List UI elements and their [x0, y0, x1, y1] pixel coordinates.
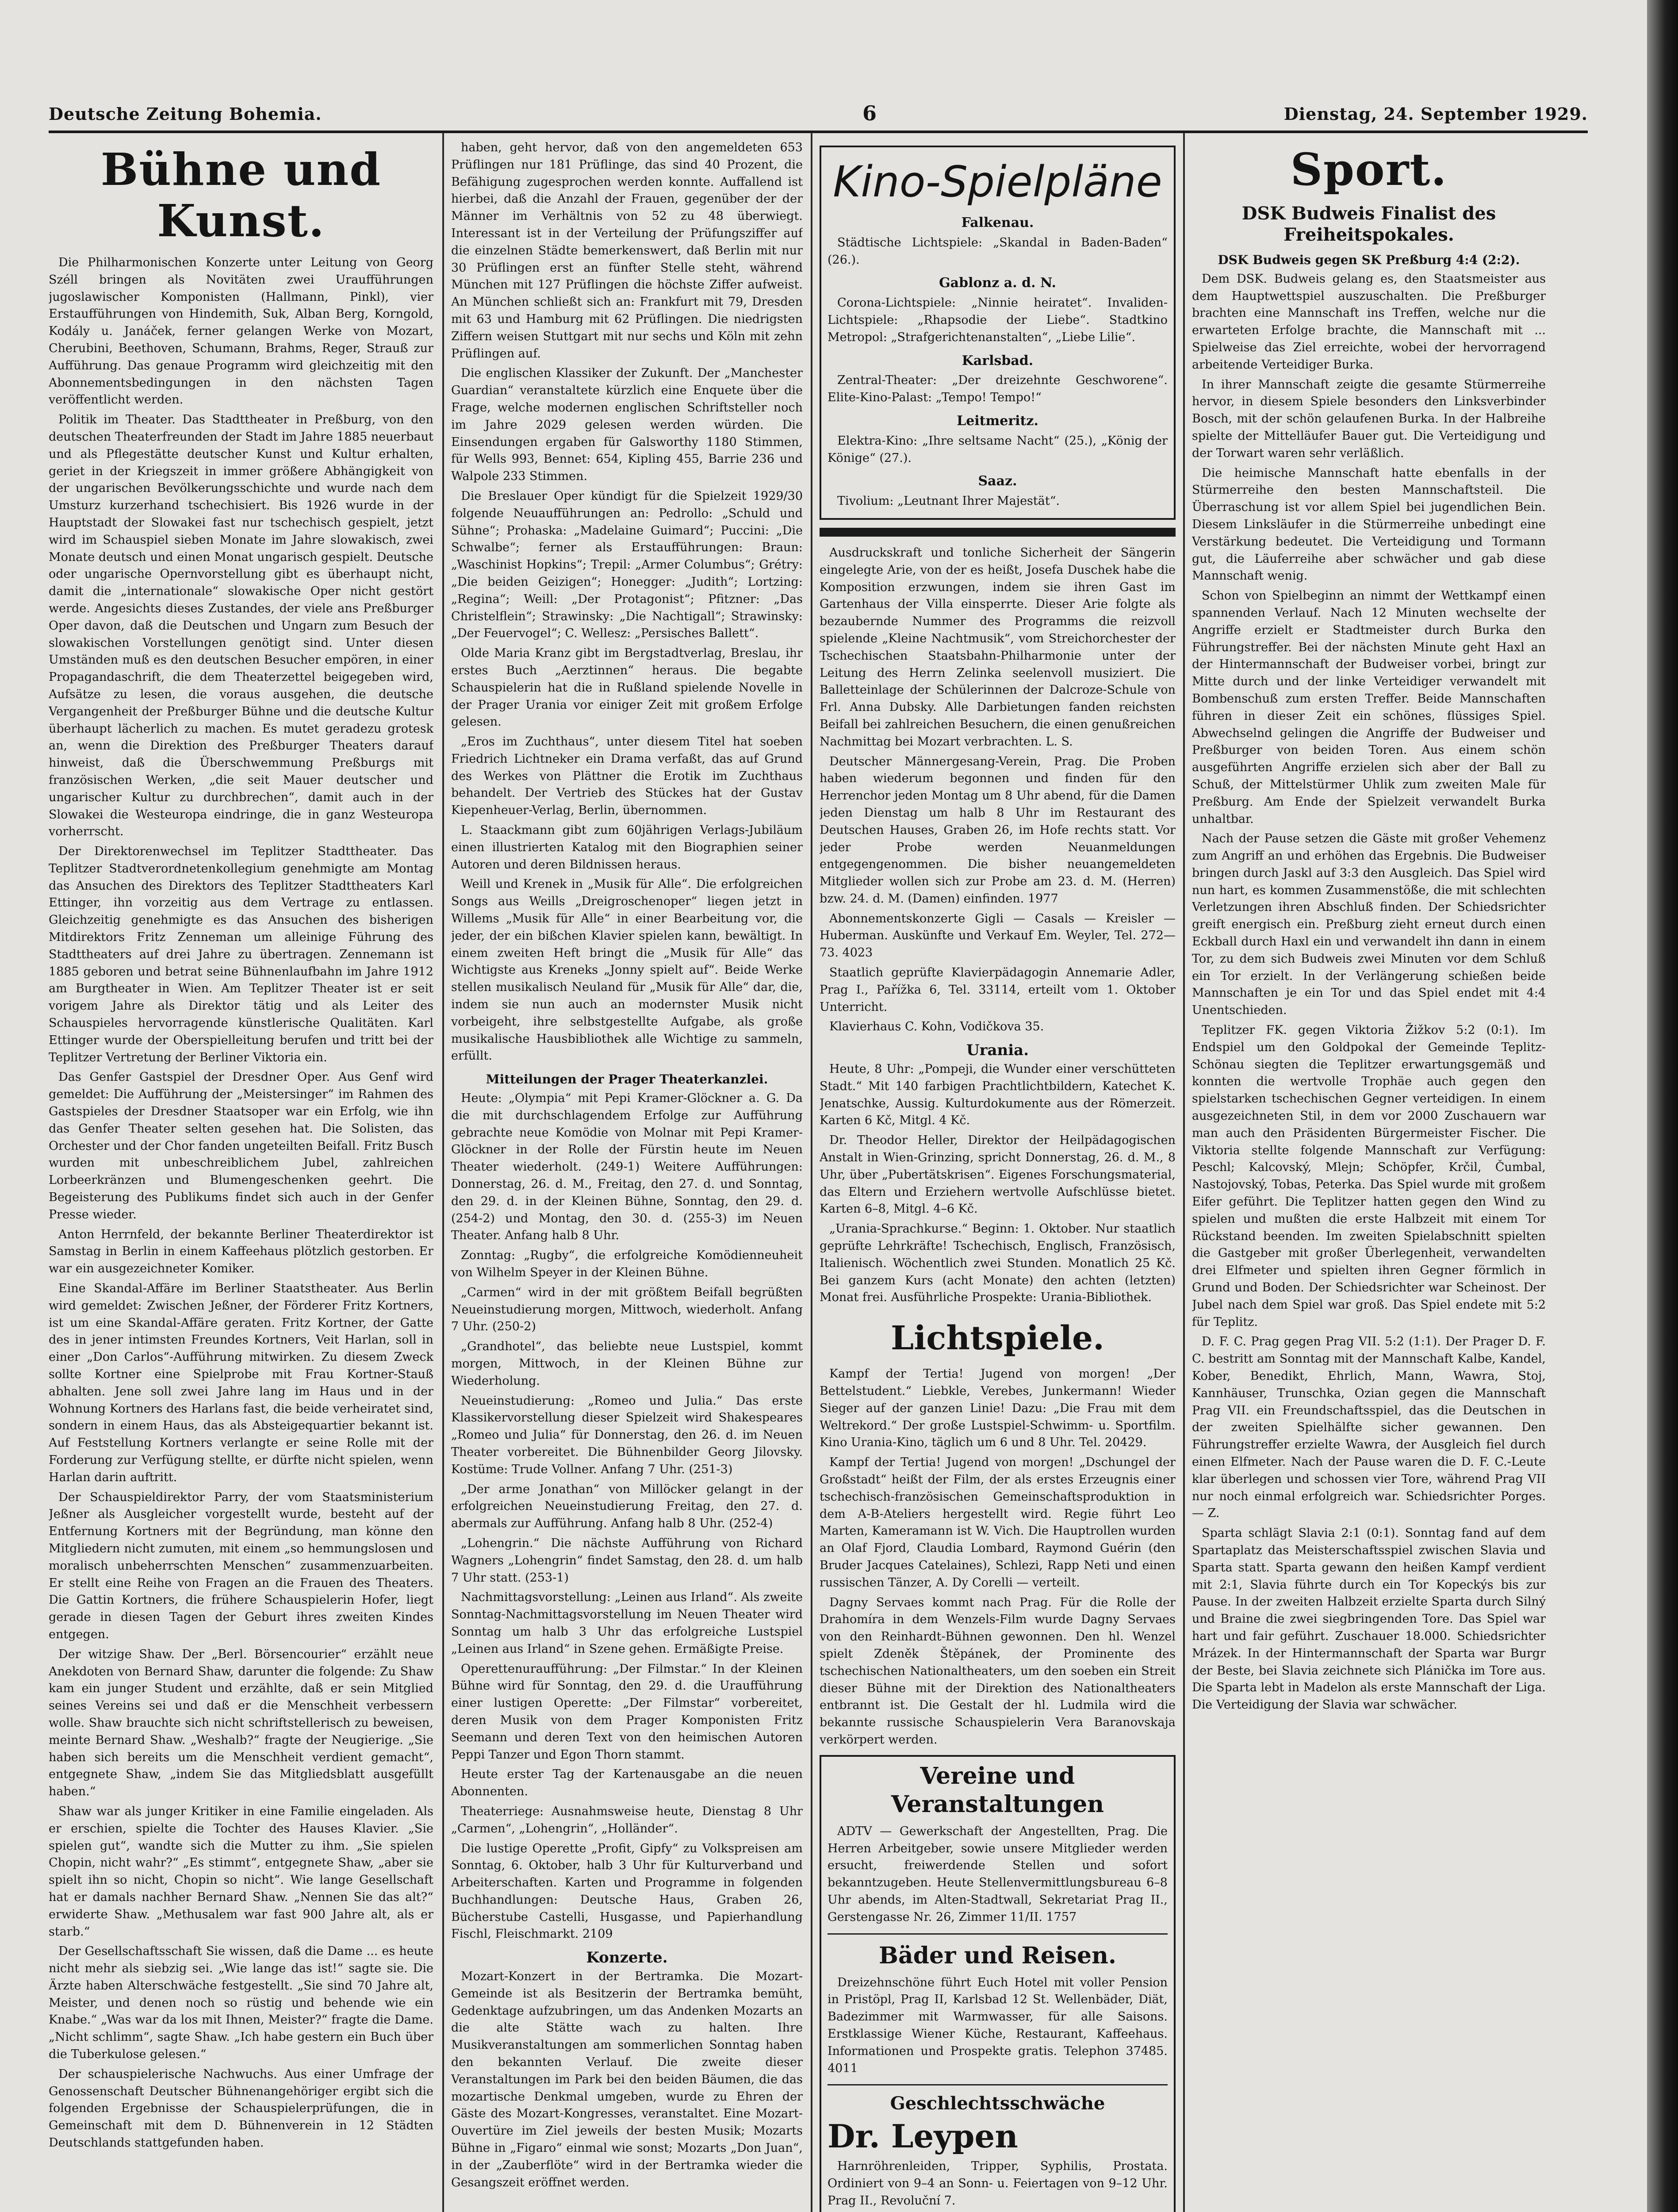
kino-listing: Tivolium: „Leutnant Ihrer Majestät“.: [837, 494, 1060, 508]
article-paragraph: Der Schauspieldirektor Parry, der vom Staatsministerium Jeßner als Ausgleicher vorgestellt wurde, besteht auf der Entfernung Kortners mit der Begründung, man könne den Mitgliedern nicht zumuten, mit einem „so hemmungslosen und moralisch unbeherrschten Menschen“ zusammenzuarbeiten. Er stellt eine Reihe von Fragen an die Frauen des Theaters. Die Gattin Kortners, die frühere Schauspielerin Hofer, liegt gerade in diesen Tagen der Geburt ihres zweiten Kindes entgegen.: [49, 1490, 433, 1641]
sport-paragraph: Teplitzer FK. gegen Viktoria Žižkov 5:2 (0:1). Im Endspiel um den Goldpokal der Gemeinde Teplitz-Schönau siegten die Teplitzer erwartungsgemäß und konnten die wertvolle Trophäe auch gegen den spielstarken tschechischen Gegner verteidigen. In einem ausgezeichneten Stil, in dem vor 2000 Zuschauern war man auch den Präsidenten Bürgermeister Fischer. Die Viktoria stellte folgende Mannschaft zur Verfügung: Peschl; Kalcovský, Mlejn; Schöpfer, Krčil, Čumbal, Nastojovský, Tobas, Peterka. Das Spiel wurde mit großem Eifer geführt. Die Teplitzer hatten gegen den Wind zu spielen und mußten die erste Halbzeit mit einem Tor Rückstand beenden. Im zweiten Spielabschnitt spielten die Gastgeber mit großer Überlegenheit, verwandelten drei Elfmeter und spielten ihren Gegner förmlich in Grund und Boden. Der Schiedsrichter war Scheinost. Der Jubel nach dem Spiel war groß. Das Spiel endete mit 5:2 für Teplitz.: [1192, 1023, 1546, 1329]
column-rule: [811, 133, 812, 2212]
lichtspiele-notice: Kampf der Tertia! Jugend von morgen! „Dschungel der Großstadt“ heißt der Film, der als erstes Erzeugnis einer tschechisch-französischen Gemeinschaftsproduktion in dem A-B-Ateliers hergestellt wird. Regie führt Leo Marten, Kameramann ist W. Vich. Die Hauptrollen wurden an Olaf Fjord, Claudia Lombard, Raymond Guérin (den Bruder Jacques Catelaines), Schlezi, Rapp Neti und einen russischen Tänzer, A. Dy Corelli — verteilt.: [820, 1455, 1176, 1590]
article-paragraph: Staatlich geprüfte Klavierpädagogin Annemarie Adler, Prag I., Pařížka 6, Tel. 33114, erteilt vom 1. Oktober Unterricht.: [820, 966, 1176, 1014]
leypen-ad-name: Dr. Leypen: [828, 2117, 1018, 2155]
match-result: DSK Budweis gegen SK Preßburg 4:4 (2:2).: [1218, 253, 1520, 267]
column-sport: [1192, 139, 1546, 2212]
masthead: [49, 100, 1588, 131]
kino-listing: Elektra-Kino: „Ihre seltsame Nacht“ (25.), „König der Könige“ (27.).: [828, 434, 1168, 465]
theater-notice: Theaterriege: Ausnahmsweise heute, Dienstag 8 Uhr „Carmen“, „Lohengrin“, „Holländer“.: [451, 1804, 803, 1836]
theater-notice: Operettenuraufführung: „Der Filmstar.“ In der Kleinen Bühne wird für Sonntag, den 29. d. die Uraufführung einer lustigen Operette: „Der Filmstar“ vorbereitet, deren Musik von dem Prager Komponisten Fritz Seemann und deren Text von den heimischen Autoren Peppi Tanzer und Egon Thorn stammt.: [451, 1662, 803, 1762]
theater-notice: Die lustige Operette „Profit, Gipfy“ zu Volkspreisen am Sonntag, 6. Oktober, halb 3 Uhr für Kulturverband und Arbeiterschaften. Karten und Programme in folgenden Buchhandlungen: Deutsche Haus, Graben 26, Bücherstube Castelli, Husgasse, und Papierhandlung Fischl, Fleischmarkt. 2109: [451, 1841, 803, 1941]
article-paragraph: L. Staackmann gibt zum 60jährigen Verlags-Jubiläum einen illustrierten Katalog mit den Biographien seiner Autoren und deren Bildnissen heraus.: [451, 823, 803, 872]
article-paragraph: Shaw war als junger Kritiker in eine Familie eingeladen. Als er erschien, spielte die Tochter des Hauses Klavier. „Sie spielen gut“, wandte sich die Mutter zu ihm. „Sie spielen Chopin, nicht wahr?“ „Es stimmt“, entgegnete Shaw, „aber sie spielt ihn so nicht, Chopin so nicht“. Wie lange Gesellschaft hat er damals nachher Bernard Shaw. „Nennen Sie das alt?“ erwiderte Shaw. „Methusalem war fast 900 Jahre alt, als er starb.“: [49, 1804, 433, 1939]
article-paragraph: Der witzige Shaw. Der „Berl. Börsencourier“ erzählt neue Anekdoten von Bernard Shaw, darunter die folgende: Zu Shaw kam ein junger Student und erzählte, daß er sein Mitglied seines Vereins sei und daß er die Menschheit verbessern wolle. Shaw brauchte sich nicht schriftstellerisch zu beweisen, meinte Bernard Shaw. „Weshalb?“ fragte der Neugierige. „Sie haben sich bereits um die Menschheit verdient gemacht“, entgegnete Shaw, „indem Sie das Mitgliedsblatt ausgefüllt haben.“: [49, 1647, 433, 1799]
concerts-title: Konzerte.: [586, 1949, 668, 1967]
article-paragraph: Deutscher Männergesang-Verein, Prag. Die Proben haben wiederum begonnen und finden für den Herrenchor jeden Montag um 8 Uhr abend, für die Damen jeden Dienstag um halb 8 Uhr im Restaurant des Deutschen Hauses, Graben 26, im Hofe rechts statt. Vor jeder Probe werden Neuanmeldungen entgegengenommen. Die bisher neuangemeldeten Mitglieder wollen sich zur Probe am 23. d. M. (Herren) bzw. 24. d. M. (Damen) einfinden. 1977: [820, 754, 1176, 906]
paper-name: Deutsche Zeitung Bohemia.: [49, 104, 322, 124]
theater-notice: „Carmen“ wird in der mit größtem Beifall begrüßten Neueinstudierung morgen, Mittwoch, wiederholt. Anfang 7 Uhr. (250-2): [451, 1285, 803, 1334]
sport-paragraph: Schon von Spielbeginn an nimmt der Wettkampf einen spannenden Verlauf. Nach 12 Minuten wechselte der Angriffe erzielt er Stadtmeister durch Burka den Führungstreffer. Bei der nächsten Minute geht Haxl an der Hintermannschaft der Budweiser vorbei, bringt zur Mitte durch und der linke Verteidiger verwandelt mit Bombenschuß zum ersten Treffer. Beide Mannschaften führen in dieser Zeit ein schönes, flüssiges Spiel. Abwechselnd gelingen die Angriffe der Budweiser und Preßburger von beiden Toren. Aus einem schön ausgeführten Angriffe erzielen sich aber der Ball zu Schuß, der Mittelstürmer Uhlik zum zweiten Male für Preßburg. Am Ende der Spielzeit verwandelt Burka unhaltbar.: [1192, 589, 1546, 826]
column-rule: [442, 133, 444, 2212]
vereine-notice: ADTV — Gewerkschaft der Angestellten, Prag. Die Herren Arbeitgeber, sowie unsere Mitglieder werden ersucht, freiwerdende Stellen und sofort bekanntzugeben. Heute Stellenvermittlungsbureau 6–8 Uhr abends, im Alten-Stadtwall, Sekretariat Prag II., Gerstengasse Nr. 26, Zimmer 11/II. 1757: [828, 1824, 1168, 1924]
kino-listing: Zentral-Theater: „Der dreizehnte Geschworene“. Elite-Kino-Palast: „Tempo! Tempo!“: [828, 373, 1168, 405]
kino-box: [820, 146, 1176, 520]
article-paragraph: Weill und Krenek in „Musik für Alle“. Die erfolgreichen Songs aus Weills „Dreigroschenoper“ liegen jetzt in Willems „Musik für Alle“ in einer Bearbeitung vor, die jeder, der ein bißchen Klavier spielen kann, bewältigt. In einem zweiten Heft bringt die „Musik für Alle“ das Wichtigste aus Kreneks „Jonny spielt auf“. Beide Werke stellen musikalisch Neuland für „Musik für Alle“ dar, die, indem sie nun auch an modernster Musik nicht vorbeigeht, ihre selbstgestellte Aufgabe, als große musikalische Hausbibliothek alle Wichtige zu sammeln, erfüllt.: [451, 877, 803, 1063]
urania-notice: „Urania-Sprachkurse.“ Beginn: 1. Oktober. Nur staatlich geprüfte Lehrkräfte! Tschechisch, Englisch, Französisch, Italienisch. Wöchentlich zwei Stunden. Monatlich 25 Kč. Bei ganzem Kurs (acht Monate) den achten (letzten) Monat frei. Ausführliche Prospekte: Urania-Bibliothek.: [820, 1222, 1176, 1305]
article-paragraph: Der Gesellschaftsschaft Sie wissen, daß die Dame ... es heute nicht mehr als siebzig sei. „Wie lange das ist!“ sagte sie. Die Ärzte haben Alterschwäche festgestellt. „Sie sind 70 Jahre alt, Meister, und denen noch so rüstig und behende wie ein Knabe.“ „Was war da los mit Ihnen, Meister?“ fragte die Dame. „Nicht schlimm“, sagte Shaw. „Ich habe gestern ein Buch über die Tuberkulose gelesen.“: [49, 1944, 433, 2062]
article-paragraph: Klavierhaus C. Kohn, Vodičkova 35.: [829, 1020, 1044, 1034]
column-theater-konzerte: [451, 139, 803, 2212]
article-paragraph: Politik im Theater. Das Stadttheater in Preßburg, von den deutschen Theaterfreunden der Stadt im Jahre 1885 neuerbaut und als Pflegestätte deutscher Kunst und Kultur erhalten, geriet in der Kriegszeit in immer größere Abhängigkeit von der ungarischen Bevölkerungsschichte und wurde nach dem Umsturz kurzerhand tschechisiert. Bis 1926 wurde in der Hauptstadt der Slowakei fast nur tschechisch gespielt, jetzt wird im Schauspiel sieben Monate im Jahre slowakisch, zwei Monate deutsch und einen Monat ungarisch gespielt. Deutsche oder ungarische Opernvorstellung gibt es überhaupt nicht, damit die „internationale“ slowakische Oper nicht gestört werde. Angesichts dieses Zustandes, der viele ans Preßburger Oper davon, daß die Deutschen und Ungarn zum Besuch der slowakischen Vorstellungen genötigt sind. Unter diesen Umständen muß es den deutschen Besucher empören, in einer Propagandaschrift, die dem Theaterzettel beigegeben wird, Aufsätze zu lesen, die voraus ausgehen, die deutsche Vergangenheit der Preßburger Bühne und die deutsche Kultur überhaupt lächerlich zu machen. Es mutet geradezu grotesk an, wenn die Direktion des Preßburger Theaters darauf hinweist, daß die Überschwemmung Preßburgs mit französischen Werken, „die seit Mauer deutscher und ungarischer Kultur zu durchbrechen“, damit auch in der Slowakei die Westeuropa eindringe, die in ganz Westeuropa vorherrscht.: [49, 413, 433, 839]
sport-subheading: DSK Budweis Finalist des Freiheitspokales.: [1241, 203, 1496, 245]
kino-listing: Städtische Lichtspiele: „Skandal in Baden-Baden“ (26.).: [828, 235, 1168, 267]
sport-paragraph: Nach der Pause setzen die Gäste mit großer Vehemenz zum Angriff an und erhöhen das Ergebnis. Die Budweiser bringen durch Jaskl auf 3:3 den Ausgleich. Das Spiel wird nun hart, es kommen Zusammenstöße, die mit schlechten Verletzungen ihren Abschluß finden. Der Schiedsrichter greift energisch ein. Preßburg zieht erneut durch einen Eckball durch Haxl ein und verwandelt ihn dann in einem Tor, zu dem sich Budweis zwei Minuten vor dem Schluß ein Tor erzielt. In der Verlängerung schießen beide Mannschaften je ein Tor und das Spiel endet mit 4:4 Unentschieden.: [1192, 832, 1546, 1018]
article-paragraph: Olde Maria Kranz gibt im Bergstadtverlag, Breslau, ihr erstes Buch „Aerztinnen“ heraus. Die begabte Schauspielerin hat die in Rußland spielende Novelle in der Prager Urania vor einiger Zeit mit großem Erfolge gelesen.: [451, 646, 803, 729]
sport-paragraph: In ihrer Mannschaft zeigte die gesamte Stürmerreihe hervor, in diesem Spiele besonders den Linksverbinder Bosch, mit der schön gelaufenen Burka. In der Halbreihe spielte der Mittelläufer Bauer gut. Die Verteidigung und der Torwart waren sehr verläßlich.: [1192, 377, 1546, 460]
kino-listing: Corona-Lichtspiele: „Ninnie heiratet“. Invaliden-Lichtspiele: „Rhapsodie der Liebe“. Stadtkino Metropol: „Strafgerichtenanstalten“, „Liebe Lilie“.: [828, 296, 1168, 344]
article-paragraph: Der Direktorenwechsel im Teplitzer Stadttheater. Das Teplitzer Stadtverordnetenkollegium genehmigte am Montag das Ansuchen des Direktors des Teplitzer Stadttheaters Karl Ettinger, ihn vorzeitig aus dem Vertrage zu entlassen. Gleichzeitig genehmigte es das Ansuchen des bisherigen Mitdirektors Fritz Zenneman um alleinige Führung des Stadttheaters auf drei Jahre zu übertragen. Zennemann ist 1885 geboren und betrat seine Bühnenlaufbahn im Jahre 1912 am Burgtheater in Wien. Am Teplitzer Theater ist er seit vorigem Jahre als Direktor tätig und als Leiter des Schauspieles hervorragende künstlerische Qualitäten. Karl Ettinger wurde der Oberspielleitung berufen und tritt bei der Teplitzer Vertretung der Berliner Viktoria ein.: [49, 845, 433, 1064]
city-label: Gablonz a. d. N.: [939, 275, 1056, 291]
lichtspiele-notice: Dagny Servaes kommt nach Prag. Für die Rolle der Drahomíra in dem Wenzels-Film wurde Dagny Servaes von den Reinhardt-Bühnen gewonnen. Den hl. Wenzel spielt Zdeněk Štěpánek, der Prominente des tschechischen Nationaltheaters, um den soeben ein Streit dieser Bühne mit der Direktion des Nationaltheaters entbrannt ist. Die Gestalt der hl. Ludmila wird die bekannte russische Schauspielerin Vera Baranovskaja verkörpert werden.: [820, 1595, 1176, 1747]
theater-notice: „Der arme Jonathan“ von Millöcker gelangt in der erfolgreichen Neueinstudierung Freitag, den 27. d. abermals zur Aufführung. Anfang halb 8 Uhr. (252-4): [451, 1482, 803, 1531]
box-divider: [828, 2084, 1168, 2085]
sport-heading: Sport.: [1290, 143, 1448, 196]
lichtspiele-heading: Lichtspiele.: [891, 1319, 1104, 1358]
box-divider: [828, 1933, 1168, 1935]
article-paragraph: Die englischen Klassiker der Zukunft. Der „Manchester Guardian“ veranstaltete kürzlich eine Enquete über die Frage, welche modernen englischen Schriftsteller noch im Jahre 2029 gelesen werden würden. Die Einsendungen ergaben für Galsworthy 1180 Stimmen, für Wells 993, Bennet: 654, Kipling 455, Barrie 236 und Walpole 233 Stimmen.: [451, 366, 803, 484]
city-label: Saaz.: [978, 473, 1017, 489]
article-paragraph: haben, geht hervor, daß von den angemeldeten 653 Prüflingen nur 181 Prüflinge, das sind 40 Prozent, die Befähigung zugesprochen werden konnte. Auffallend ist hierbei, daß die Anzahl der Frauen, gegenüber der der Männer im Verhältnis von 52 zu 48 überwiegt. Interessant ist in der Verteilung der Prüfungsziffer auf die einzelnen Städte bemerkenswert, daß Berlin mit nur 30 Prüflingen erst an fünfter Stelle steht, während München mit 127 Prüflingen die höchste Ziffer aufweist. An München schließt sich an: Frankfurt mit 79, Dresden mit 63 und Hamburg mit 62 Prüflingen. Die niedrigsten Ziffern weisen Stuttgart mit nur sechs und Köln mit zehn Prüflingen auf.: [451, 141, 803, 361]
theater-notice: „Grandhotel“, das beliebte neue Lustspiel, kommt morgen, Mittwoch, in der Kleinen Bühne zur Wiederholung.: [451, 1340, 803, 1388]
article-paragraph: Das Genfer Gastspiel der Dresdner Oper. Aus Genf wird gemeldet: Die Aufführung der „Meistersinger“ im Rahmen des Gastspieles der Dresdner Staatsoper war ein Erfolg, wie ihn das Genfer Theater selten gesehen hat. Die Solisten, das Orchester und der Chor fanden ungeteilten Beifall. Fritz Busch wurden mit unbeschreiblichem Jubel, zahlreichen Lorbeerkränzen und Blumengeschenken geehrt. Die Begeisterung des Publikums findet sich auch in der Genfer Presse wieder.: [49, 1070, 433, 1221]
page-number: 6: [862, 101, 877, 125]
article-paragraph: Der schauspielerische Nachwuchs. Aus einer Umfrage der Genossenschaft Deutscher Bühnenangehöriger ergibt sich die folgenden Ergebnisse der Schauspielerprüfungen, die in Gemeinschaft mit dem D. Bühnenverein in 12 Städten Deutschlands stattgefunden haben.: [49, 2067, 433, 2150]
masthead-rule: [49, 131, 1588, 133]
article-paragraph: Die Philharmonischen Konzerte unter Leitung von Georg Széll bringen als Novitäten zwei Uraufführungen jugoslawischer Komponisten (Hallmann, Pinkl), vier Erstaufführungen von Hindemith, Suk, Alban Berg, Korngold, Kodály u. Janáček, ferner gelangen Werke von Mozart, Cherubini, Beethoven, Schumann, Brahms, Reger, Strauß zur Aufführung. Das genaue Programm wird gleichzeitig mit den Abonnementsbedingungen in den nächsten Tagen veröffentlicht werden.: [49, 256, 433, 407]
concert-notice: Mozart-Konzert in der Bertramka. Die Mozart-Gemeinde ist als Besitzerin der Bertramka bemüht, Gedenktage aufzubringen, um das Andenken Mozarts an die alte Stätte wach zu halten. Ihre Musikveranstaltungen am sommerlichen Sonntag haben den bekannten Verlauf. Die zweite dieser Veranstaltungen im Park bei den beiden Bäumen, die das mozartische Denkmal umgeben, wurde zu Ehren der Gäste des Mozart-Kongresses, veranstaltet. Eine Mozart-Ouvertüre im Ziel jeweils der besten Musik; Mozarts Bühne in „Figaro“ einmal wie sonst; Mozarts „Don Juan“, in der „Zauberflöte“ wird in der Bertramka wieder die Gesangszeit eröffnet werden.: [451, 1970, 803, 2189]
theater-notice: Neueinstudierung: „Romeo und Julia.“ Das erste Klassikervorstellung dieser Spielzeit wird Shakespeares „Romeo und Julia“ für Donnerstag, den 26. d. im Neuen Theater vorbereitet. Die Bühnenbilder Georg Jilovsky. Kostüme: Trude Vollner. Anfang 7 Uhr. (251-3): [451, 1394, 803, 1476]
theater-notice: Heute: „Olympia“ mit Pepi Kramer-Glöckner a. G. Da die mit durchschlagendem Erfolge zur Aufführung gebrachte neue Komödie von Molnar mit Pepi Kramer-Glöckner in der Rolle der Fürstin heute im Neuen Theater wiederholt. (249-1) Weitere Aufführungen: Donnerstag, 26. d. M., Freitag, den 27. d. und Sonntag, den 29. d. in der Kleinen Bühne, Sonntag, den 29. d. (254-2) und Montag, den 30. d. (255-3) im Neuen Theater. Anfang halb 8 Uhr.: [451, 1091, 803, 1243]
theater-notice: Heute erster Tag der Kartenausgabe an die neuen Abonnenten.: [451, 1767, 803, 1799]
issue-date: Dienstag, 24. September 1929.: [1283, 104, 1588, 124]
article-paragraph: Abonnementskonzerte Gigli — Casals — Kreisler — Huberman. Auskünfte und Verkauf Em. Weyler, Tel. 272—73. 4023: [820, 911, 1176, 960]
theater-notice: „Lohengrin.“ Die nächste Aufführung von Richard Wagners „Lohengrin“ findet Samstag, den 28. d. um halb 7 Uhr statt. (253-1): [451, 1536, 803, 1585]
article-paragraph: Die Breslauer Oper kündigt für die Spielzeit 1929/30 folgende Neuaufführungen an: Pedrollo: „Schuld und Sühne“; Prohaska: „Madelaine Guimard“; Puccini: „Die Schwalbe“; ferner als Erstaufführungen: Braun: „Waschinist Hopkins“; Trepil: „Armer Columbus“; Grétry: „Die beiden Geizigen“; Honegger: „Judith“; Lortzing: „Regina“; Weill: „Der Protagonist“; Pfitzner: „Das Christelflein“; Strawinsky: „Die Nachtigall“; Strawinsky: „Der Feuervogel“; C. Wellesz: „Persisches Ballett“.: [451, 489, 803, 641]
baeder-notice: Dreizehnschöne führt Euch Hotel mit voller Pension in Pristöpl, Prag II, Karlsbad 12 St. Wellenbäder, Diät, Badezimmer mit Warmwasser, für alle Saisons. Erstklassige Wiener Küche, Restaurant, Kaffeehaus. Informationen und Prospekte gratis. Telephon 37485. 4011: [828, 1975, 1168, 2075]
theater-notices-title: Mitteilungen der Prager Theaterkanzlei.: [486, 1072, 768, 1087]
sport-paragraph: Die heimische Mannschaft hatte ebenfalls in der Stürmerreihe den besten Mannschaftsteil. Die Überraschung ist vor allem Spiel bei jugendlichen Bein. Diesem Linksläufer in die Stürmerreihe unbedingt eine Verstärkung bedeutet. Die Verteidigung und Tormann gut, die Läuferreihe aber schwächer und gab diese Mannschaft wenig.: [1192, 466, 1546, 583]
theater-notice: Zonntag: „Rugby“, die erfolgreiche Komödienneuheit von Wilhelm Speyer in der Kleinen Bühne.: [451, 1248, 803, 1279]
baeder-heading: Bäder und Reisen.: [879, 1942, 1116, 1969]
city-label: Leitmeritz.: [957, 413, 1038, 429]
column-rule: [1183, 133, 1185, 2212]
column-kino-spielplaene: [820, 139, 1176, 2212]
scan-edge: [1647, 0, 1678, 2212]
sport-paragraph: D. F. C. Prag gegen Prag VII. 5:2 (1:1). Der Prager D. F. C. bestritt am Sonntag mit der Mannschaft Kalbe, Kandel, Kober, Benedikt, Ehrlich, Mann, Wawra, Stoj, Kannhäuser, Trunschka, Ozian gegen die Mannschaft Prag VII. ein Freundschaftsspiel, das die Deutschen in der zweiten Spielhälfte sicher gewannen. Den Führungstreffer erzielte Wawra, der Ausgleich fiel durch einen Elfmeter. Nach der Pause waren die D. F. C.-Leute klar überlegen und schossen vier Tore, während Prag VII nur noch einmal erfolgreich war. Schiedsrichter Porges. — Z.: [1192, 1335, 1546, 1521]
leypen-ad-text: Harnröhrenleiden, Tripper, Syphilis, Prostata. Ordiniert von 9–4 an Sonn- u. Feiertagen von 9–12 Uhr. Prag II., Revoluční 7.: [828, 2159, 1168, 2208]
urania-title: Urania.: [966, 1041, 1029, 1060]
divider-bar: [820, 528, 1176, 537]
lichtspiele-notice: Kampf der Tertia! Jugend von morgen! „Der Bettelstudent.“ Liebkle, Verebes, Junkermann! Wieder Sieger auf der ganzen Linie! Dazu: „Die Frau mit dem Weltrekord.“ Der große Lustspiel-Schwimm- u. Sportfilm. Kino Urania-Kino, täglich um 6 und 8 Uhr. Tel. 20429.: [820, 1367, 1176, 1450]
article-paragraph: „Eros im Zuchthaus“, unter diesem Titel hat soeben Friedrich Lichtneker ein Drama verfaßt, das auf Grund des Werkes von Plättner die Erotik im Zuchthaus behandelt. Der Vertrieb des Stückes hat der Gustav Kiepenheuer-Verlag, Berlin, übernommen.: [451, 735, 803, 818]
urania-notice: Heute, 8 Uhr: „Pompeji, die Wunder einer verschütteten Stadt.“ Mit 140 farbigen Prachtlichtbildern, Katechet K. Jenatschke, Aussig. Kulturdokumente aus der Römerzeit. Karten 6 Kč, Mitgl. 4 Kč.: [820, 1062, 1176, 1128]
vereine-box: [820, 1755, 1176, 2212]
leypen-ad-tagline: Geschlechtsschwäche: [890, 2093, 1105, 2114]
sport-paragraph: Dem DSK. Budweis gelang es, den Staatsmeister aus dem Hauptwettspiel auszuschalten. Die Preßburger brachten eine Mannschaft ins Treffen, welche nur die erwarteten Erfolge brachte, die Mannschaft mit ... Spielweise das Ziel erreichte, wobei der hervorragend arbeitende Verteidiger Burka.: [1192, 272, 1546, 372]
city-label: Falkenau.: [961, 215, 1034, 230]
city-label: Karlsbad.: [962, 353, 1034, 369]
vereine-heading: Vereine und Veranstaltungen: [891, 1762, 1104, 1818]
urania-notice: Dr. Theodor Heller, Direktor der Heilpädagogischen Anstalt in Wien-Grinzing, spricht Donnerstag, 26. d. M., 8 Uhr, über „Pubertätskrisen“. Eigenes Forschungsmaterial, das Eltern und Erziehern wertvolle Aufschlüsse bietet. Karten 6–8, Mitgl. 4–6 Kč.: [820, 1133, 1176, 1216]
column-buehne-und-kunst: [49, 139, 433, 2212]
section-heading: Bühne und Kunst.: [100, 143, 382, 247]
theater-notice: Nachmittagsvorstellung: „Leinen aus Irland“. Als zweite Sonntag-Nachmittagsvorstellung im Neuen Theater wird Sonntag um halb 3 Uhr das erfolgreiche Lustspiel „Leinen aus Irland“ in Szene gehen. Ermäßigte Preise.: [451, 1590, 803, 1656]
article-paragraph: Anton Herrnfeld, der bekannte Berliner Theaterdirektor ist Samstag in Berlin in einem Kaffeehaus plötzlich gestorben. Er war ein ausgezeichneter Komiker.: [49, 1227, 433, 1276]
kino-heading: Kino-Spielpläne: [833, 157, 1162, 207]
sport-paragraph: Sparta schlägt Slavia 2:1 (0:1). Sonntag fand auf dem Spartaplatz das Meisterschaftsspiel zwischen Slavia und Sparta statt. Sparta gewann den heißen Kampf verdient mit 2:1, Slavia führte durch ein Tor Kopeckýs bis zur Pause. In der zweiten Halbzeit erzielte Sparta durch Silný und Braine die zwei siegbringenden Tore. Das Spiel war hart und fair geführt. Zuschauer 18.000. Schiedsrichter Mrázek. In der Hintermannschaft der Sparta war Burgr der Beste, bei Slavia zeichnete sich Plánička im Tore aus. Die Sparta lebt in Madelon als erste Mannschaft der Liga. Die Verteidigung der Slavia war schwächer.: [1192, 1526, 1546, 1712]
article-paragraph: Eine Skandal-Affäre im Berliner Staatstheater. Aus Berlin wird gemeldet: Zwischen Jeßner, der Förderer Fritz Kortners, ist um eine Skandal-Affäre geraten. Fritz Kortner, der Gatte des in jener intimsten Freundes Kortners, Veit Harlan, soll in einer „Don Carlos“-Aufführung mitwirken. Zu diesem Zweck sollte Kortner eine Spielprobe mit Frau Kortner-Stauß abhalten. Jene soll zwei Jahre lang im Haus und in der Wohnung Kortners des Harlans fast, die beide verheiratet sind, sondern in einem Haus, das als Absteigequartier bekannt ist. Auf Feststellung Kortners verlangte er seine Rolle mit der Forderung zur Verfügung stellte, er dürfte nicht spielen, wenn Harlan darin auftritt.: [49, 1282, 433, 1484]
article-paragraph: Ausdruckskraft und tonliche Sicherheit der Sängerin eingelegte Arie, von der es heißt, Josefa Duschek habe die Komposition erzwungen, indem sie ihren Gast im Gartenhaus der Villa einsperrte. Dieser Arie folgte als bezaubernde Nummer des Programms die reizvoll spielende „Kleine Nachtmusik“, vom Streichorchester der Tschechischen Staatsbahn-Philharmonie unter der Leitung des Herrn Zelinka seelenvoll musiziert. Die Balletteinlage der Schülerinnen der Dalcroze-Schule von Frl. Anna Dubsky. Alle Darbietungen fanden reichsten Beifall bei zahlreichen Besuchern, die einen genußreichen Nachmittag bei Mozart verbrachten. L. S.: [820, 545, 1176, 749]
